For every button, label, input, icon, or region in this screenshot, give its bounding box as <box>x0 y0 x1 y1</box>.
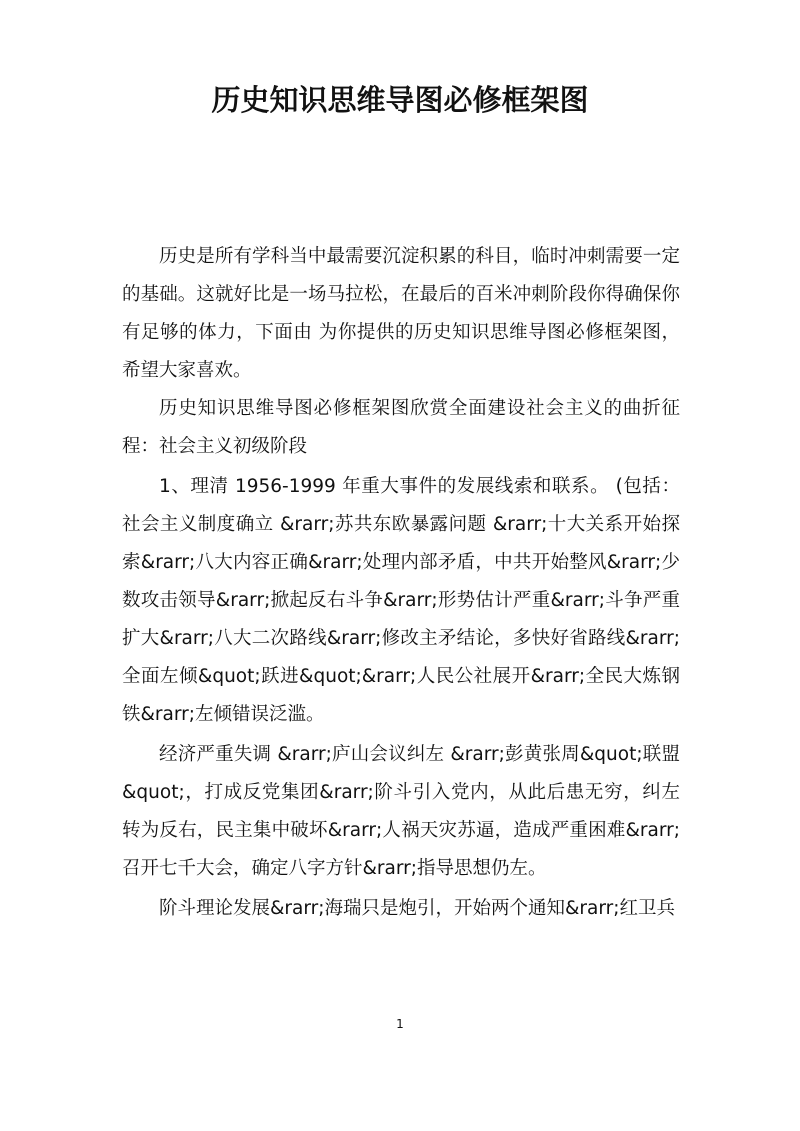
paragraph-timeline-1: 1、理清 1956-1999 年重大事件的发展线索和联系。 (包括：社会主义制度确立 &rarr;苏共东欧暴露问题 &rarr;十大关系开始探索&rarr;八大内容正确&rarr;处理内部矛盾，中共开始整风&rarr;少数攻击领导&rarr;掀起反右斗争&rarr;形势估计严重&rarr;斗争严重扩大&rarr;八大二次路线&rarr;修改主矛结论，多快好省路线&rarr;全面左倾&quot;跃进&quot;&rarr;人民公社展开&rarr;全民大炼钢铁&rarr;左倾错误泛滥。 <box>122 476 680 725</box>
document-body <box>122 238 680 928</box>
document-title: 历史知识思维导图必修框架图 <box>211 83 589 117</box>
page-number: 1 <box>396 1017 404 1031</box>
paragraph-timeline-2: 经济严重失调 &rarr;庐山会议纠左 &rarr;彭黄张周&quot;联盟&quot;，打成反党集团&rarr;阶斗引入党内，从此后患无穷，纠左转为反右，民主集中破坏&rarr;人祸天灾苏逼，造成严重困难&rarr;召开七千大会，确定八字方针&rarr;指导思想仍左。 <box>122 744 680 879</box>
paragraph-section-heading: 历史知识思维导图必修框架图欣赏全面建设社会主义的曲折征程：社会主义初级阶段 <box>122 398 680 457</box>
paragraph-intro: 历史是所有学科当中最需要沉淀积累的科目，临时冲刺需要一定的基础。这就好比是一场马拉松，在最后的百米冲刺阶段你得确保你有足够的体力，下面由 为你提供的历史知识思维导图必修框架图，希望大家喜欢。 <box>122 246 680 381</box>
paragraph-timeline-3: 阶斗理论发展&rarr;海瑞只是炮引，开始两个通知&rarr;红卫兵 <box>159 898 675 919</box>
